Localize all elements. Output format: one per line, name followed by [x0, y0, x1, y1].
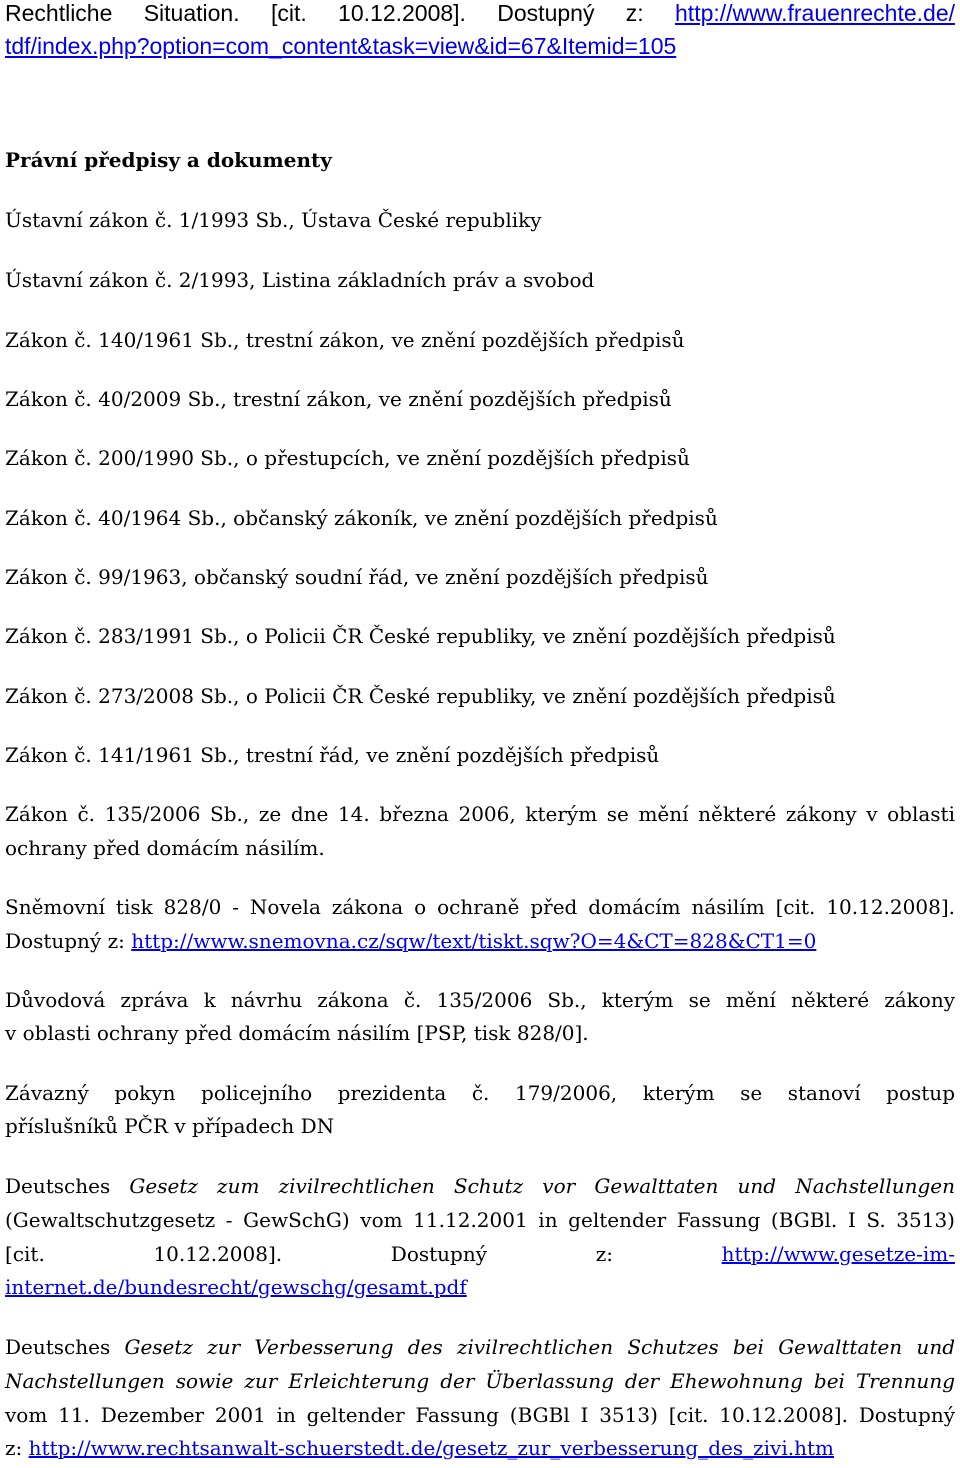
gewschg-link[interactable]: http://www.gesetze-im- — [721, 1242, 955, 1266]
gewschg-title: Gesetz zum zivilrechtlichen Schutz vor Gewalttaten und Nachstellungen — [129, 1174, 955, 1198]
gewschg-line3 — [5, 1242, 955, 1266]
law-item: Zákon č. 40/2009 Sb., trestní zákon, ve znění pozdějších předpisů — [5, 387, 672, 411]
duvodova-line2: v oblasti ochrany před domácím násilím [PSP, tisk 828/0]. — [5, 1021, 589, 1045]
snemovni-line2 — [5, 929, 955, 953]
law-item: Zákon č. 140/1961 Sb., trestní zákon, ve znění pozdějších předpisů — [5, 328, 685, 352]
verbesserung-prefix: Deutsches — [5, 1335, 125, 1359]
verbesserung-prefix-z: z: — [5, 1436, 29, 1460]
law-item: Zákon č. 273/2008 Sb., o Policii ČR České republiky, ve znění pozdějších předpisů — [5, 684, 836, 708]
citation-line — [5, 0, 955, 27]
verbesserung-line4 — [5, 1436, 955, 1460]
zavazny-line1: Závazný pokyn policejního prezidenta č. 179/2006, kterým se stanoví postup — [5, 1081, 955, 1105]
citation-text: Rechtliche Situation. [cit. 10.12.2008]. Dostupný z: — [5, 0, 644, 26]
verbesserung-link[interactable]: http://www.rechtsanwalt-schuerstedt.de/gesetz_zur_verbesserung_des_zivi.htm — [28, 1436, 834, 1460]
section-heading: Právní předpisy a dokumenty — [5, 148, 332, 172]
law-item: Zákon č. 283/1991 Sb., o Policii ČR České republiky, ve znění pozdějších předpisů — [5, 624, 836, 648]
law-item: Ústavní zákon č. 2/1993, Listina základních práv a svobod — [5, 268, 595, 292]
snemovni-prefix: Dostupný z: — [5, 929, 132, 953]
verbesserung-line3: vom 11. Dezember 2001 in geltender Fassung (BGBl I 3513) [cit. 10.12.2008]. Dostupný — [5, 1403, 955, 1427]
citation-link-continuation — [5, 33, 955, 60]
gewschg-cit: [cit. 10.12.2008]. Dostupný z: — [5, 1242, 613, 1266]
law-item: Zákon č. 40/1964 Sb., občanský zákoník, ve znění pozdějších předpisů — [5, 506, 718, 530]
law-135-line1: Zákon č. 135/2006 Sb., ze dne 14. března 2006, kterým se mění některé zákony v oblasti — [5, 802, 955, 826]
gewschg-link-part2[interactable]: internet.de/bundesrecht/gewschg/gesamt.pdf — [5, 1275, 467, 1299]
law-item: Zákon č. 141/1961 Sb., trestní řád, ve znění pozdějších předpisů — [5, 743, 660, 767]
gewschg-line1 — [5, 1174, 955, 1198]
duvodova-line1: Důvodová zpráva k návrhu zákona č. 135/2006 Sb., kterým se mění některé zákony — [5, 988, 955, 1012]
gewschg-prefix: Deutsches — [5, 1174, 130, 1198]
gewschg-line4 — [5, 1275, 955, 1299]
verbesserung-title-1: Gesetz zur Verbesserung des zivilrechtlichen Schutzes bei Gewalttaten und — [124, 1335, 955, 1359]
law-135-line2: ochrany před domácím násilím. — [5, 836, 325, 860]
snemovni-link[interactable]: http://www.snemovna.cz/sqw/text/tiskt.sqw?O=4&CT=828&CT1=0 — [131, 929, 817, 953]
citation-link-part2[interactable]: tdf/index.php?option=com_content&task=view&id=67&Itemid=105 — [5, 33, 677, 59]
snemovni-line1: Sněmovní tisk 828/0 - Novela zákona o ochraně před domácím násilím [cit. 10.12.2008]. — [5, 895, 955, 919]
gewschg-line2: (Gewaltschutzgesetz - GewSchG) vom 11.12.2001 in geltender Fassung (BGBl. I S. 3513) — [5, 1208, 955, 1232]
law-item: Zákon č. 99/1963, občanský soudní řád, ve znění pozdějších předpisů — [5, 565, 709, 589]
zavazny-line2: příslušníků PČR v případech DN — [5, 1114, 335, 1138]
verbesserung-line2: Nachstellungen sowie zur Erleichterung der Überlassung der Ehewohnung bei Trennung — [5, 1369, 955, 1393]
law-item: Zákon č. 200/1990 Sb., o přestupcích, ve znění pozdějších předpisů — [5, 446, 690, 470]
law-item: Ústavní zákon č. 1/1993 Sb., Ústava České republiky — [5, 208, 542, 232]
verbesserung-line1 — [5, 1335, 955, 1359]
citation-link[interactable]: http://www.frauenrechte.de/ — [675, 0, 956, 26]
